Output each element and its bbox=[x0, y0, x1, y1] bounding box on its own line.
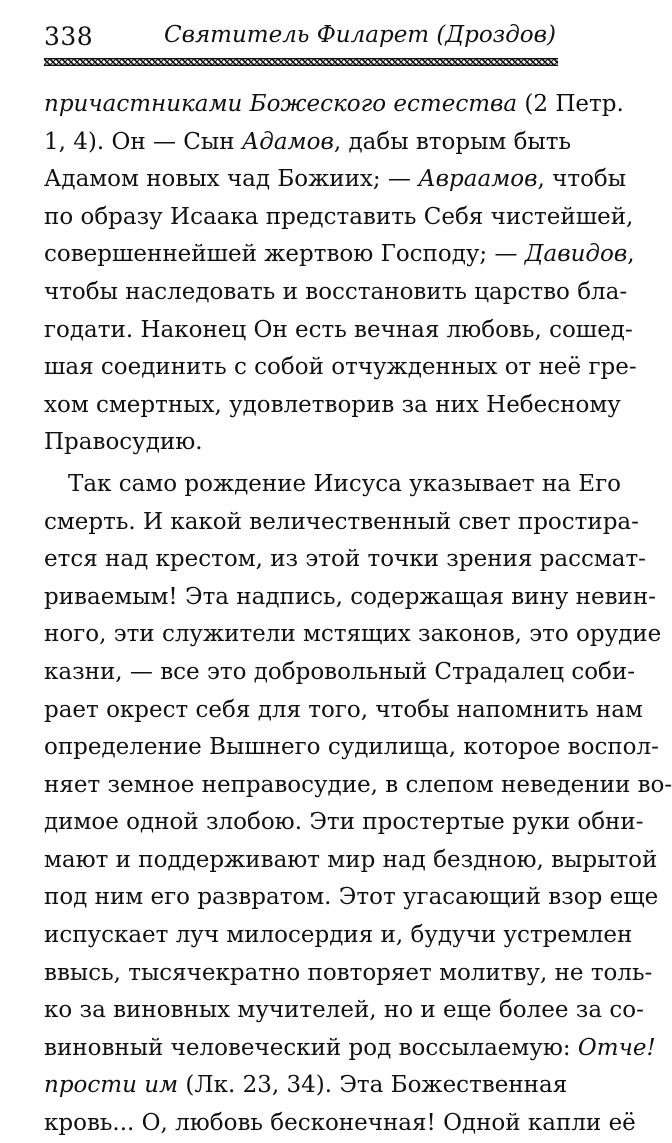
text-span: Адамом новых чад Божиих; — bbox=[44, 166, 419, 193]
text-line: димое одной злобою. Эти простертые руки обни- bbox=[44, 809, 644, 836]
text-span: (2 Петр. bbox=[517, 91, 624, 117]
italic-phrase: Адамов bbox=[241, 128, 334, 155]
text-line: ввысь, тысячекратно повторяет молитву, не толь- bbox=[44, 959, 653, 986]
text-span: (Лк. 23, 34). Эта Божественная bbox=[178, 1072, 568, 1099]
text-line: мают и поддерживают мир над бездною, вырытой bbox=[44, 846, 658, 873]
text-line bbox=[44, 86, 624, 124]
text-line: годати. Наконец Он есть вечная любовь, сошед- bbox=[44, 316, 633, 343]
text-line: по образу Исаака представить Себя чистейшей, bbox=[44, 203, 634, 230]
text-span: , bbox=[627, 241, 635, 268]
text-line: ко за виновных мучителей, но и еще более за со- bbox=[44, 997, 644, 1024]
italic-phrase: Авраамов bbox=[418, 166, 538, 193]
text-line: определение Вышнего судилища, которое воспол- bbox=[44, 734, 659, 761]
text-line: ется над крестом, из этой точки зрения рассмат- bbox=[44, 546, 646, 573]
page-header bbox=[44, 20, 558, 56]
text-span: , чтобы bbox=[537, 166, 627, 193]
text-line: шая соединить с собой отчужденных от неё гре- bbox=[44, 354, 637, 381]
italic-phrase: прости им bbox=[44, 1072, 179, 1099]
text-line: смерть. И какой величественный свет простира- bbox=[44, 508, 639, 535]
text-line: ного, эти служители мстящих законов, это орудие bbox=[44, 621, 662, 648]
header-rule bbox=[44, 58, 558, 66]
text-line: чтобы наследовать и восстановить царство бла- bbox=[44, 278, 628, 305]
text-line: рает окрест себя для того, чтобы напомнить нам bbox=[44, 696, 643, 723]
text-line bbox=[44, 236, 635, 274]
text-span: , дабы вторым быть bbox=[333, 128, 571, 155]
text-line: риваемым! Эта надпись, содержащая вину невин- bbox=[44, 583, 656, 610]
text-line: Правосудию. bbox=[44, 429, 203, 456]
text-span: совершеннейшей жертвою Господу; — bbox=[44, 241, 525, 268]
text-line: казни, — все это добровольный Страдалец соби- bbox=[44, 658, 636, 685]
body-text bbox=[44, 86, 672, 1143]
text-line: хом смертных, удовлетворив за них Небесному bbox=[44, 391, 621, 418]
running-title: Святитель Филарет (Дроздов) bbox=[163, 22, 556, 48]
text-line: под ним его развратом. Этот угасающий взор еще bbox=[44, 884, 659, 911]
italic-phrase: Отче! bbox=[577, 1034, 656, 1061]
text-line: испускает луч милосердия и, будучи устремлен bbox=[44, 922, 633, 949]
text-span: 1, 4). Он — Сын bbox=[44, 128, 242, 155]
text-line: няет земное неправосудие, в слепом неведении во- bbox=[44, 771, 672, 798]
text-line bbox=[44, 161, 627, 199]
decorative-rule-icon bbox=[44, 58, 558, 66]
text-line: кровь... О, любовь бесконечная! Одной капли её bbox=[44, 1110, 636, 1137]
text-line bbox=[44, 1030, 656, 1068]
text-line bbox=[44, 1067, 568, 1105]
text-span: виновный человеческий род воссылаемую: bbox=[44, 1034, 578, 1061]
italic-phrase: причастниками Божеского естества bbox=[44, 91, 518, 117]
italic-phrase: Давидов bbox=[524, 241, 628, 268]
text-line bbox=[44, 124, 571, 162]
text-line: Так само рождение Иисуса указывает на Его bbox=[68, 470, 621, 497]
page-number: 338 bbox=[44, 22, 94, 51]
